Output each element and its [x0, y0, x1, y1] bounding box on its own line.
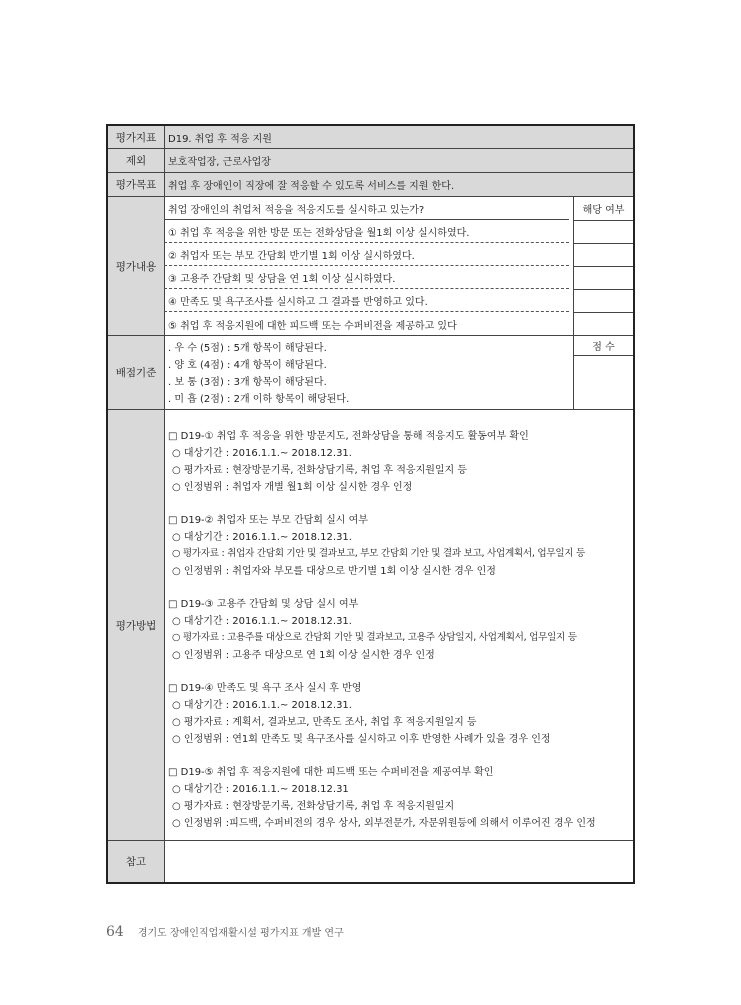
- value-indicator: D19. 취업 후 적응 지원: [168, 133, 272, 145]
- label-note: 참고: [108, 841, 165, 882]
- content-item: ⑤ 취업 후 적응지원에 대한 피드백 또는 수퍼비전을 제공하고 있다: [168, 320, 457, 332]
- label-content: 평가내용: [108, 197, 165, 335]
- applicability-column: [573, 220, 633, 335]
- method-line: ○ 평가자료 : 취업자 간담회 기안 및 결과보고, 부모 간담회 기안 및 결과 보고, 사업계획서, 업무일지 등: [172, 548, 585, 559]
- method-content: [164, 410, 633, 840]
- method-line: ○ 인정범위 : 취업자와 부모를 대상으로 반기별 1회 이상 실시한 경우 인정: [172, 566, 496, 577]
- method-line: ○ 대상기간 : 2016.1.1.~ 2018.12.31.: [172, 532, 352, 543]
- method-line: ○ 대상기간 : 2016.1.1.~ 2018.12.31.: [172, 448, 352, 459]
- value-note: [164, 841, 633, 882]
- method-line: ○ 평가자료 : 현장방문기록, 전화상담기록, 취업 후 적응지원일지 등: [172, 465, 468, 476]
- row-goal: [108, 173, 633, 197]
- method-line: ○ 대상기간 : 2016.1.1.~ 2018.12.31.: [172, 700, 352, 711]
- label-method: 평가방법: [108, 410, 165, 840]
- method-title: □ D19-② 취업자 또는 부모 간담회 실시 여부: [168, 515, 368, 526]
- method-line: ○ 평가자료 : 현장방문기록, 전화상담기록, 취업 후 적응지원일지: [172, 801, 455, 812]
- method-line: ○ 대상기간 : 2016.1.1.~ 2018.12.31: [172, 784, 349, 795]
- page-number: 64: [106, 924, 124, 940]
- page-footer: [106, 924, 344, 940]
- label-goal: 평가목표: [108, 173, 165, 196]
- row-content: [108, 197, 633, 336]
- method-line: ○ 인정범위 : 연1회 만족도 및 욕구조사를 실시하고 이후 반영한 사례가 있을 경우 인정: [172, 734, 551, 745]
- method-title: □ D19-⑤ 취업 후 적응지원에 대한 피드백 또는 수퍼비전을 제공여부 확인: [168, 767, 494, 778]
- score-line: . 우 수 (5점) : 5개 항목이 해당된다.: [168, 343, 327, 354]
- score-line: . 보 통 (3점) : 3개 항목이 해당된다.: [168, 377, 327, 388]
- content-question: 취업 장애인의 취업처 적응을 적응지도를 실시하고 있는가?: [164, 197, 569, 220]
- evaluation-table: [106, 124, 635, 884]
- row-note: [108, 841, 633, 882]
- method-line: ○ 인정범위 : 고용주 대상으로 연 1회 이상 실시한 경우 인정: [172, 650, 435, 661]
- content-item: ③ 고용주 간담회 및 상담을 연 1회 이상 실시하였다.: [164, 266, 569, 289]
- content-item: ① 취업 후 적응을 위한 방문 또는 전화상담을 월1회 이상 실시하였다.: [164, 220, 569, 243]
- value-exclusion: 보호작업장, 근로사업장: [168, 157, 271, 168]
- score-line: . 양 호 (4점) : 4개 항목이 해당된다.: [168, 360, 327, 371]
- method-title: □ D19-④ 만족도 및 욕구 조사 실시 후 반영: [168, 683, 362, 694]
- method-line: ○ 인정범위 : 취업자 개별 월1회 이상 실시한 경우 인정: [172, 482, 413, 493]
- label-indicator: 평가지표: [108, 126, 165, 148]
- method-line: ○ 대상기간 : 2016.1.1.~ 2018.12.31.: [172, 616, 352, 627]
- label-score: 배점기준: [108, 336, 165, 409]
- row-exclusion: [108, 149, 633, 173]
- score-header: 점 수: [574, 336, 633, 356]
- method-title: □ D19-① 취업 후 적응을 위한 방문지도, 전화상담을 통해 적응지도 활동여부 확인: [168, 431, 529, 442]
- content-item: ② 취업자 또는 부모 간담회 반기별 1회 이상 실시하였다.: [164, 243, 569, 266]
- method-line: ○ 평가자료 : 고용주를 대상으로 간담회 기안 및 결과보고, 고용주 상담일지, 사업계획서, 업무일지 등: [172, 632, 577, 643]
- content-header: 해당 여부: [573, 197, 633, 221]
- score-column: [573, 336, 633, 409]
- footer-title: 경기도 장애인직업재활시설 평가지표 개발 연구: [137, 928, 344, 939]
- label-exclusion: 제외: [108, 149, 165, 172]
- row-method: [108, 410, 633, 841]
- method-line: ○ 평가자료 : 계획서, 결과보고, 만족도 조사, 취업 후 적응지원일지 등: [172, 717, 477, 728]
- value-goal: 취업 후 장애인이 직장에 잘 적응할 수 있도록 서비스를 지원 한다.: [168, 181, 455, 192]
- score-criteria: [164, 336, 569, 409]
- method-title: □ D19-③ 고용주 간담회 및 상담 실시 여부: [168, 599, 359, 610]
- method-line: ○ 인정범위 :피드백, 수퍼비전의 경우 상사, 외부전문가, 자문위원등에 의해서 이루어진 경우 인정: [172, 818, 596, 829]
- score-line: . 미 흡 (2점) : 2개 이하 항목이 해당된다.: [168, 394, 350, 405]
- content-item: ④ 만족도 및 욕구조사를 실시하고 그 결과를 반영하고 있다.: [164, 289, 569, 312]
- row-score: [108, 336, 633, 410]
- row-indicator: [108, 126, 633, 149]
